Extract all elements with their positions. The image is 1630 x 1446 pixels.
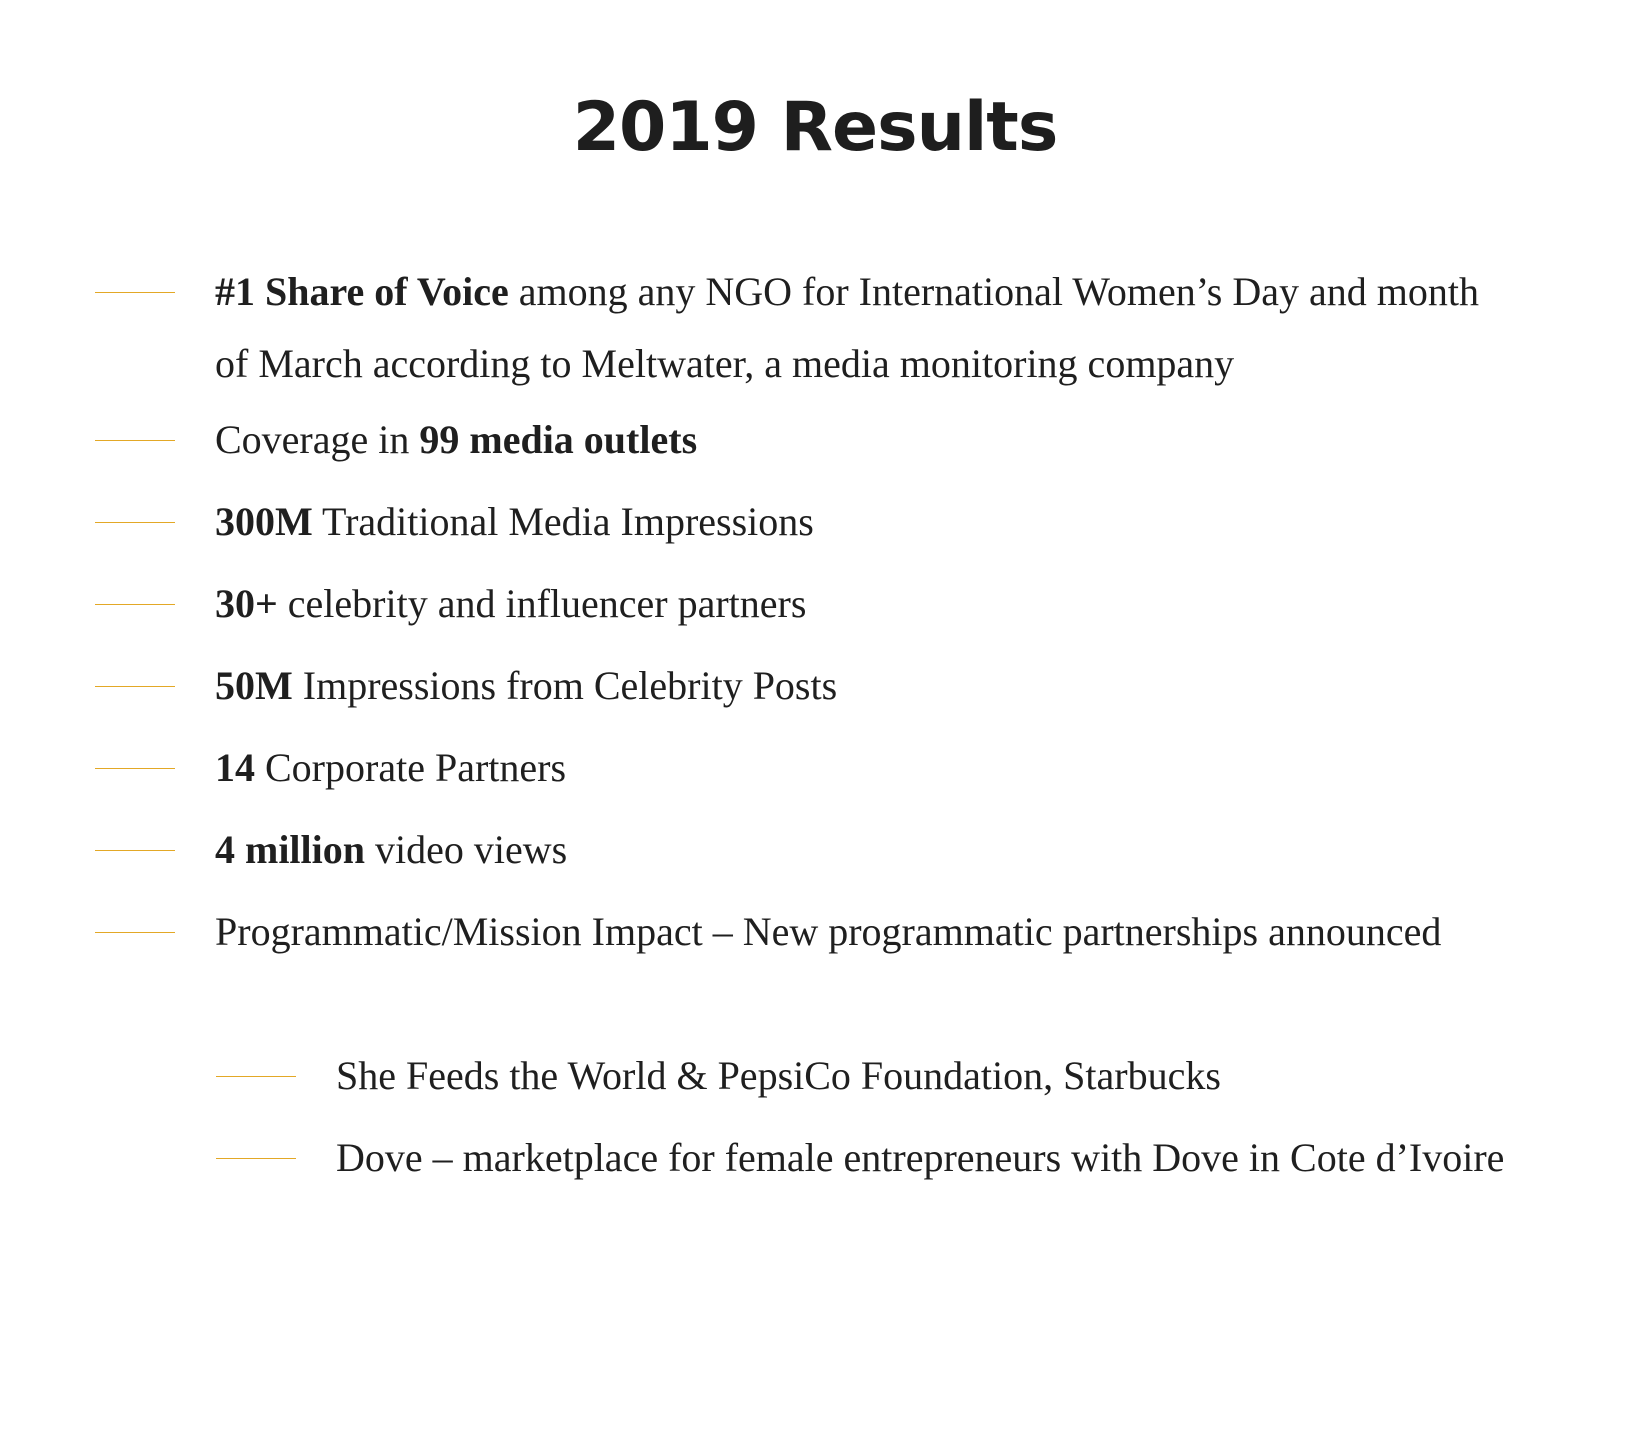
- dash-bullet-icon: [95, 850, 175, 851]
- list-item-highlight: 300M: [215, 499, 313, 544]
- list-item-body: Traditional Media Impressions: [312, 499, 814, 544]
- dash-bullet-icon: [95, 686, 175, 687]
- dash-bullet-icon: [216, 1158, 296, 1159]
- list-item-highlight: #1 Share of Voice: [215, 269, 509, 314]
- list-item-highlight: 50M: [215, 663, 293, 708]
- list-item-text: [215, 568, 1505, 640]
- dash-bullet-icon: [216, 1076, 296, 1077]
- list-item-body: celebrity and influencer partners: [277, 581, 807, 626]
- sub-list-item-text: Dove – marketplace for female entrepreneurs with Dove in Cote d’Ivoire: [336, 1135, 1505, 1180]
- dash-bullet-icon: [95, 932, 175, 933]
- list-item-body: Impressions from Celebrity Posts: [292, 663, 838, 708]
- list-item-body: video views: [365, 827, 568, 872]
- dash-bullet-icon: [95, 768, 175, 769]
- list-item-text: [215, 650, 1505, 722]
- list-item-highlight: 99 media outlets: [419, 417, 698, 462]
- list-item-body: Corporate Partners: [255, 745, 567, 790]
- list-item-highlight: 14: [215, 745, 255, 790]
- list-item-text: [215, 732, 1505, 804]
- list-item-text: [215, 814, 1505, 886]
- sub-list-item-text: She Feeds the World & PepsiCo Foundation, Starbucks: [336, 1053, 1221, 1098]
- list-item-body: Coverage in: [215, 417, 420, 462]
- list-item-text: [215, 896, 1505, 968]
- dash-bullet-icon: [95, 522, 175, 523]
- page-title: 2019 Results: [572, 88, 1058, 167]
- list-item-text: [215, 256, 1505, 400]
- list-item-body: Programmatic/Mission Impact – New programmatic partnerships announced: [215, 909, 1442, 954]
- list-item-text: [215, 486, 1505, 558]
- list-item-text: [215, 404, 1505, 476]
- list-item-highlight: 4 million: [215, 827, 366, 872]
- list-item-highlight: 30+: [215, 581, 278, 626]
- dash-bullet-icon: [95, 440, 175, 441]
- dash-bullet-icon: [95, 604, 175, 605]
- dash-bullet-icon: [95, 292, 175, 293]
- list-item-body: among any NGO for International Women’s Day and month of March according to Meltwater, a media monitoring company: [215, 269, 1479, 386]
